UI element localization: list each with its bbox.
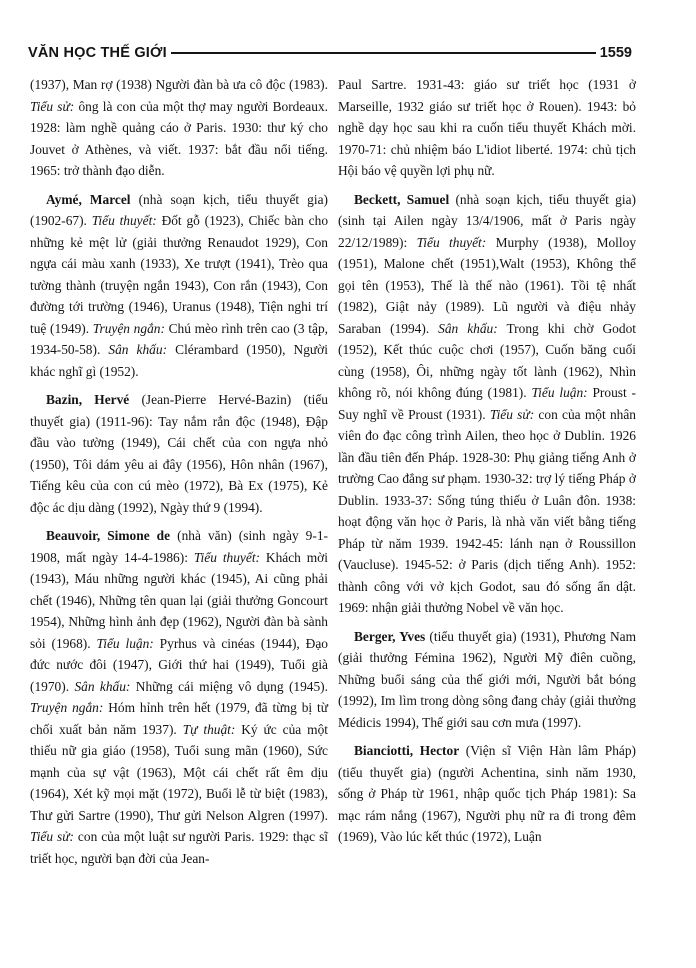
dictionary-entry bbox=[338, 626, 636, 734]
genre-label: Tiểu thuyết: bbox=[193, 549, 260, 565]
entry-text: (Viện sĩ Viện Hàn lâm Pháp) (tiểu thuyết gia) (người Achentina, sinh năm 1930, sống ở Pháp từ 1961, nhập quốc tịch Pháp 1981): Sa mạc rám nắng (1967), Người phụ nữ ra đi trong đêm (1969), Vào lúc kết thúc (1972), Luận bbox=[338, 743, 636, 844]
entry-name: Bazin, Hervé bbox=[46, 392, 130, 407]
right-column bbox=[338, 74, 636, 855]
entry-text: Chú mèo rình trên cao (3 tập, 1934-50-58). bbox=[30, 320, 328, 357]
entry-name: Beauvoir, Simone de bbox=[46, 528, 171, 543]
genre-label: Tiểu sử: bbox=[30, 829, 74, 844]
entry-text: Những cái miệng vô dụng (1945). bbox=[130, 678, 328, 694]
continued-text bbox=[338, 74, 636, 182]
genre-label: Truyện ngắn: bbox=[30, 700, 104, 715]
entry-text: ông là con của một thợ may người Bordeaux. 1928: làm nghề quảng cáo ở Paris. 1930: thư ký cho Jouvet ở Athènes, và viết. 1937: bắt đầu nổi tiếng. 1965: trở thành đạo diễn. bbox=[30, 98, 328, 178]
genre-label: Tự thuật: bbox=[182, 721, 236, 737]
left-column bbox=[30, 74, 328, 876]
dictionary-entry bbox=[30, 525, 328, 869]
entry-text: (tiểu thuyết gia) (1931), Phương Nam (giải thưởng Fémina 1962), Người Mỹ điên cuồng, Những buổi sáng của thế giới mới, Người bắt bóng (1992), Im lìm trong dòng sông đang chảy (giải thưởng Médicis 1994), Thế giới sau cơn mưa (1997). bbox=[338, 628, 636, 730]
entry-text: Pyrhus và cinéas (1944), Đạo đức nước đôi (1947), Giới thứ hai (1949), Tuổi già (1970). bbox=[30, 635, 328, 694]
entry-name: Berger, Yves bbox=[354, 628, 426, 644]
genre-label: Tiểu sử: bbox=[489, 406, 535, 422]
genre-label: Truyện ngắn: bbox=[92, 320, 165, 336]
dictionary-entry bbox=[30, 189, 328, 383]
page-header bbox=[28, 42, 632, 64]
entry-text: Paul Sartre. 1931-43: giáo sư triết học (1931 ở Marseille, 1932 giáo sư triết học ở Rouen). 1943: bỏ nghề dạy học sau khi ra cuốn tiểu thuyết Khách mời. 1970-71: chủ nhiệm báo L'idiot liberté. 1974: chủ tịch Hội báo vệ quyền lợi phụ nữ. bbox=[338, 77, 636, 178]
entry-text: Clérambard (1950), Người khác nghĩ gì (1952). bbox=[30, 342, 328, 379]
genre-label: Tiểu luận: bbox=[96, 635, 154, 651]
entry-name: Bianciotti, Hector bbox=[354, 743, 460, 758]
genre-label: Sân khấu: bbox=[438, 320, 498, 336]
entry-text: (nhà soạn kịch, tiểu thuyết gia) (1902-67). bbox=[30, 191, 328, 228]
entry-text: Đốt gỗ (1923), Chiếc bàn cho những kẻ mệt lử (giải thưởng Renaudot 1929), Con ngựa cái màu xanh (1933), Xe trượt (1941), Trèo qua tường thành (truyện ngắn 1943), Con rắn (1943), Con đường tới trường (1946), Uranus (1948), Tiện nghi trí tuệ (1949). bbox=[30, 213, 329, 336]
entry-text: Trong khi chờ Godot (1952), Kết thúc cuộc chơi (1957), Cuốn băng cuối cùng (1958), Ôi, những ngày tốt lành (1962), Nhìn không rõ, nói không đúng (1981). bbox=[338, 320, 636, 400]
running-title: VĂN HỌC THẾ GIỚI bbox=[28, 45, 167, 61]
entry-text: con của một nhân viên đo đạc công trình Ailen, theo học ở Dublin. 1926 lần đầu tiên đến Pháp. 1928-30: Phụ giảng tiếng Anh ở trường Cao đẳng sư phạm. 1930-32: trợ lý tiếng Pháp ở Dublin. 1933-37: Sống túng thiếu ở Luân đôn. 1938: hoạt động văn học ở Paris, là nhà văn viết bằng tiếng Pháp từ năm 1939. 1942-45: lánh nạn ở Roussillon (Vaucluse). 1945-52: ở Paris (dịch tiếng Anh). 1952: thành công với vở kịch Godot, sau đó sống ẩn dật. 1969: nhận giải thưởng Nobel về văn học. bbox=[338, 406, 636, 615]
dictionary-entry bbox=[338, 740, 636, 848]
entry-text: Hóm hỉnh trên hết (1979, đã từng bị từ chối xuất bản năm 1937). bbox=[30, 700, 328, 737]
entry-name: Beckett, Samuel bbox=[354, 191, 450, 207]
genre-label: Sân khấu: bbox=[108, 342, 168, 357]
dictionary-entry bbox=[30, 389, 328, 518]
genre-label: Tiểu luận: bbox=[531, 385, 588, 400]
entry-text: Proust - Suy nghĩ về Proust (1931). bbox=[338, 385, 637, 422]
entry-text: (nhà văn) (sinh ngày 9-1-1908, mất ngày 14-4-1986): bbox=[30, 528, 328, 565]
page-number: 1559 bbox=[599, 45, 632, 61]
header-rule bbox=[171, 52, 596, 54]
continued-text bbox=[30, 74, 328, 182]
genre-label: Tiểu thuyết: bbox=[91, 213, 157, 228]
entry-text: (1937), Man rợ (1938) Người đàn bà ưa cô độc (1983). bbox=[30, 77, 328, 92]
entry-text: con của một luật sư người Paris. 1929: thạc sĩ triết học, người bạn đời của Jean- bbox=[30, 829, 328, 866]
entry-name: Aymé, Marcel bbox=[46, 191, 131, 207]
genre-label: Tiểu sử: bbox=[30, 98, 75, 114]
entry-text: (Jean-Pierre Hervé-Bazin) (tiểu thuyết gia) (1911-96): Tay nắm rắn độc (1948), Đập đầu vào tường (1949), Cái chết của con ngựa nhỏ (1950), Tôi dám yêu ai đây (1956), Hôn nhân (1967), Tiếng kêu của con cú mèo (1972), Bà Ex (1975), Kẻ độc ác dịu dàng (1992), Ngày thứ 9 (1994). bbox=[30, 392, 328, 515]
entry-text: (nhà soạn kịch, tiểu thuyết gia) (sinh tại Ailen ngày 13/4/1906, mất ở Paris ngày 22/12/1989): bbox=[338, 191, 636, 250]
dictionary-entry bbox=[338, 189, 636, 619]
genre-label: Sân khấu: bbox=[74, 678, 131, 694]
genre-label: Tiểu thuyết: bbox=[416, 234, 487, 250]
entry-text: Murphy (1938), Molloy (1951), Malone chết (1951),Walt (1953), Không thể gọi tên (1953), Thế là thế nào (1961). Tồi tệ nhất (1982), Giật nảy (1989). Lũ người và điệu nhảy Saraban (1994). bbox=[338, 234, 637, 336]
entry-text: Khách mời (1943), Máu những người khác (1945), Ai cũng phải chết (1946), Những tên quan lại (giải thưởng Goncourt 1954), Những hình ảnh đẹp (1962), Người đàn bà sành sỏi (1968). bbox=[30, 549, 328, 651]
entry-text: Ký ức của một thiếu nữ gia giáo (1958), Tuổi sung mãn (1960), Sức mạnh của sự vật (1963), Một cái chết rất êm dịu (1964), Xét kỹ mọi mặt (1972), Buổi lễ từ biệt (1983), Thư gửi Sartre (1990), Thư gửi Nelson Algren (1997). bbox=[30, 721, 328, 823]
